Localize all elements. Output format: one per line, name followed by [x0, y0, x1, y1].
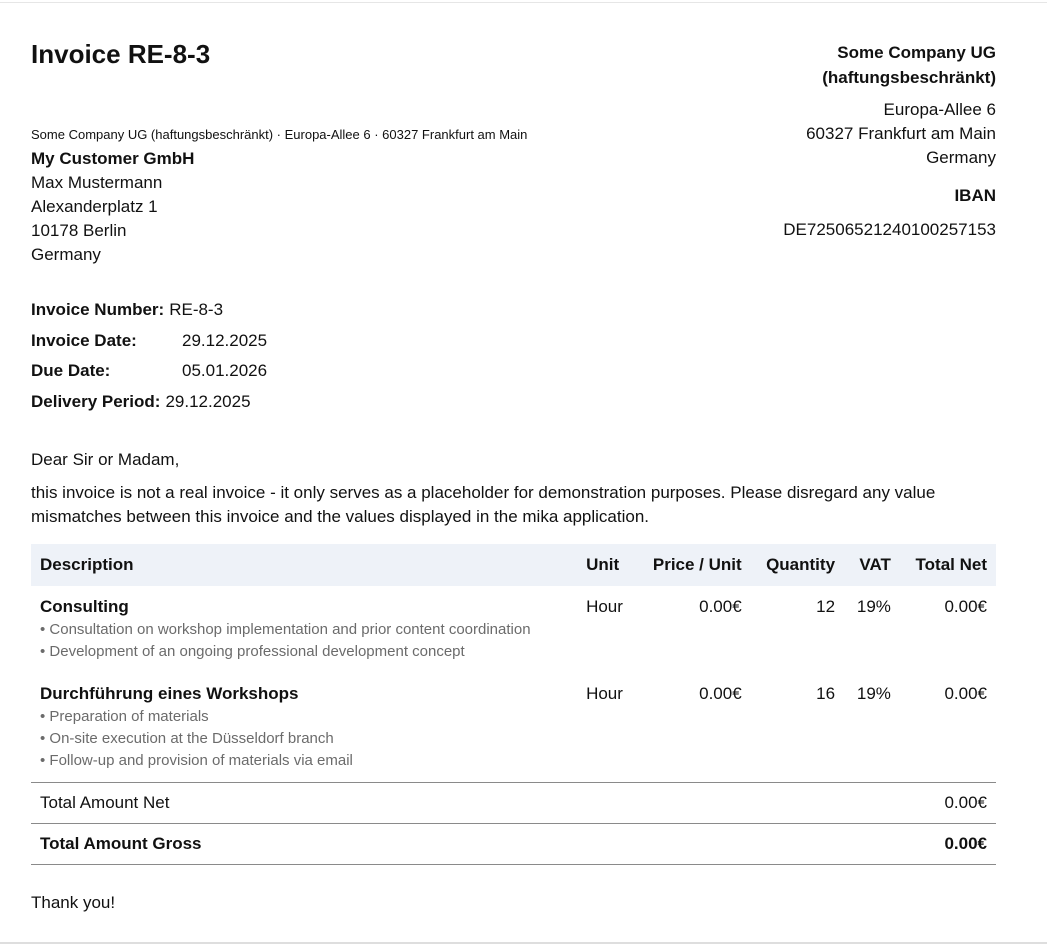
- item-detail: • Development of an ongoing professional development concept: [40, 643, 465, 660]
- item-price: 0.00€: [699, 597, 742, 616]
- item-unit: Hour: [586, 597, 623, 616]
- recipient-person: Max Mustermann: [31, 173, 163, 192]
- recipient-city: 10178 Berlin: [31, 221, 127, 240]
- top-divider: [0, 2, 1047, 3]
- bottom-divider: [0, 942, 1047, 944]
- iban-label: IBAN: [954, 186, 996, 205]
- company-name-line-1: Some Company UG: [837, 43, 996, 62]
- header-vat: VAT: [844, 544, 900, 586]
- item-description: [31, 586, 577, 673]
- header-price: Price / Unit: [636, 544, 751, 586]
- table-header-row: [31, 544, 996, 586]
- invoice-title: Invoice RE-8-3: [31, 39, 211, 69]
- due-date-row: [31, 356, 267, 387]
- item-total: 0.00€: [944, 597, 987, 616]
- item-description: [31, 673, 577, 783]
- item-title: Durchführung eines Workshops: [40, 684, 299, 703]
- item-detail: • Consultation on workshop implementation and prior content coordination: [40, 621, 531, 638]
- closing-thanks: Thank you!: [31, 893, 116, 912]
- item-total: 0.00€: [944, 684, 987, 703]
- company-city: 60327 Frankfurt am Main: [806, 124, 996, 143]
- header-description: Description: [31, 544, 577, 586]
- total-gross-value: 0.00€: [900, 824, 996, 865]
- header-unit: Unit: [577, 544, 636, 586]
- invoice-date-value: 29.12.2025: [182, 330, 268, 350]
- total-net-value: 0.00€: [900, 783, 996, 824]
- invoice-date-row: [31, 326, 267, 357]
- table-row: [31, 673, 996, 783]
- sender-address-line: Some Company UG (haftungsbeschränkt) · Europa-Allee 6 · 60327 Frankfurt am Main: [31, 127, 528, 142]
- invoice-number-label: Invoice Number:: [31, 300, 165, 320]
- header-quantity: Quantity: [751, 544, 844, 586]
- total-net-row: [31, 783, 996, 824]
- due-date-value: 05.01.2026: [182, 361, 268, 381]
- item-quantity: 16: [816, 684, 836, 703]
- item-detail: • On-site execution at the Düsseldorf branch: [40, 730, 334, 747]
- invoice-meta: [31, 295, 267, 417]
- invoice-date-label: Invoice Date:: [31, 330, 137, 350]
- table-row: [31, 586, 996, 673]
- header-total: Total Net: [900, 544, 996, 586]
- total-gross-row: [31, 824, 996, 865]
- company-info: [696, 40, 996, 242]
- delivery-period-row: [31, 387, 267, 418]
- total-net-label: Total Amount Net: [31, 783, 900, 824]
- item-quantity: 12: [816, 597, 836, 616]
- iban-value: DE72506521240100257153: [783, 220, 996, 239]
- total-gross-label: Total Amount Gross: [31, 824, 900, 865]
- item-vat: 19%: [856, 597, 891, 616]
- company-name-line-2: (haftungsbeschränkt): [822, 68, 996, 87]
- item-price: 0.00€: [699, 684, 742, 703]
- company-country: Germany: [926, 148, 996, 167]
- item-detail: • Follow-up and provision of materials via email: [40, 752, 353, 769]
- item-detail: • Preparation of materials: [40, 708, 209, 725]
- delivery-period-value: 29.12.2025: [165, 391, 251, 411]
- invoice-number-value: RE-8-3: [169, 300, 224, 320]
- recipient-address: [31, 147, 194, 267]
- recipient-street: Alexanderplatz 1: [31, 197, 158, 216]
- company-street: Europa-Allee 6: [883, 100, 996, 119]
- recipient-country: Germany: [31, 245, 101, 264]
- recipient-company: My Customer GmbH: [31, 149, 195, 168]
- greeting: Dear Sir or Madam,: [31, 450, 180, 469]
- intro-text: this invoice is not a real invoice - it only serves as a placeholder for demonstration purposes. Please disregard any value mismatches between this invoice and the values displayed in the mika application.: [31, 483, 936, 526]
- item-title: Consulting: [40, 597, 129, 616]
- line-items-table: [31, 544, 996, 865]
- item-unit: Hour: [586, 684, 623, 703]
- due-date-label: Due Date:: [31, 361, 111, 381]
- delivery-period-label: Delivery Period:: [31, 391, 161, 411]
- item-vat: 19%: [856, 684, 891, 703]
- company-address: [696, 98, 996, 170]
- invoice-number-row: [31, 295, 267, 326]
